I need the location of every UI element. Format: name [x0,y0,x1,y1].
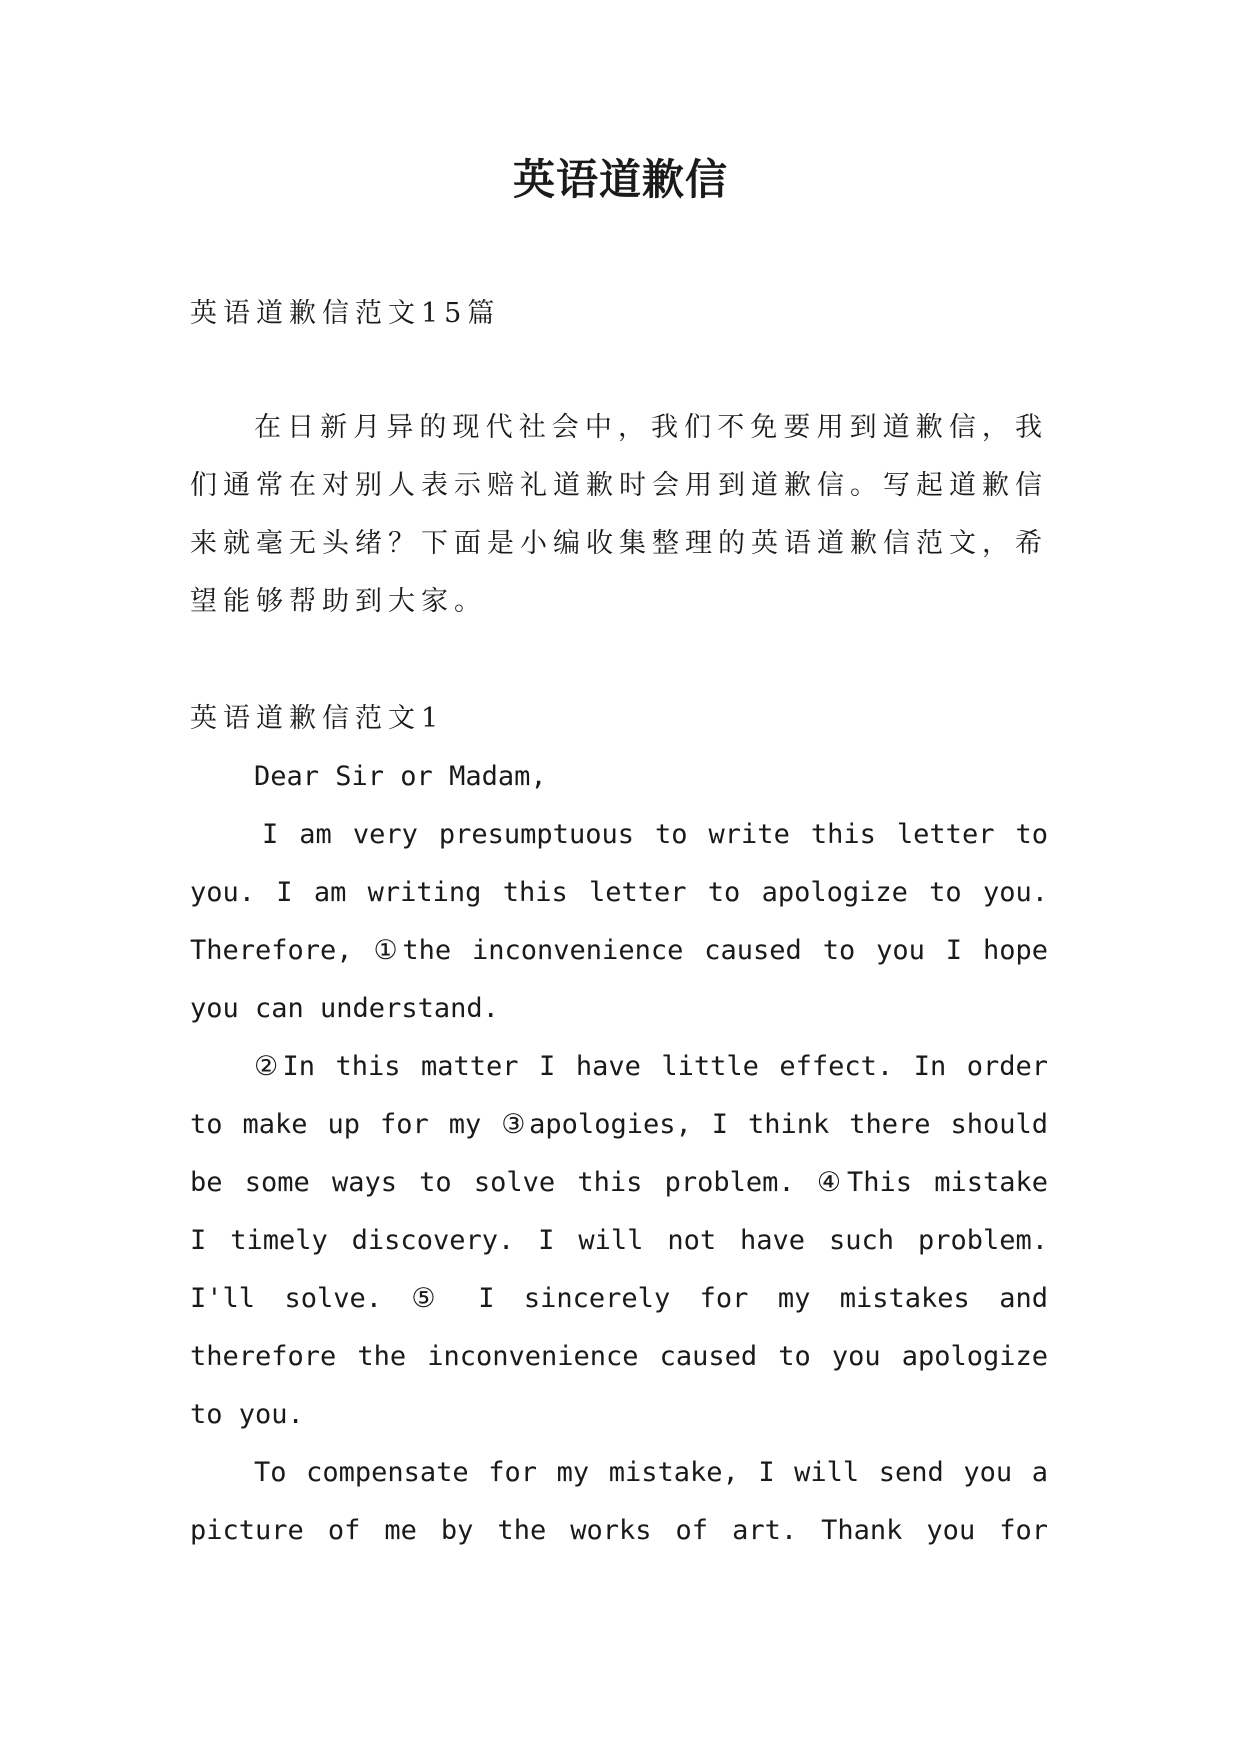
document-title: 英语道歉信 [512,155,728,204]
letter-line: ②In this matter I have little effect. In order [254,1051,1048,1082]
section-heading: 英语道歉信范文1 [190,703,445,734]
intro-line: 们通常在对别人表示赔礼道歉时会用到道歉信。写起道歉信 [190,470,1048,501]
letter-line: you can understand. [190,993,499,1024]
intro-line: 来就毫无头绪？下面是小编收集整理的英语道歉信范文，希 [190,528,1048,559]
letter-line: you. I am writing this letter to apologize to you. [190,877,1048,908]
letter-line: to make up for my ③apologies, I think there should [190,1109,1048,1140]
letter-salutation: Dear Sir or Madam, [254,761,547,792]
document-subtitle: 英语道歉信范文15篇 [190,298,501,329]
letter-line: To compensate for my mistake, I will send you a [254,1457,1048,1488]
letter-line: I am very presumptuous to write this letter to [262,819,1048,850]
letter-line: be some ways to solve this problem. ④This mistake [190,1167,1048,1198]
letter-line: to you. [190,1399,304,1430]
intro-line: 在日新月异的现代社会中，我们不免要用到道歉信，我 [254,412,1048,443]
letter-line: therefore the inconvenience caused to you apologize [190,1341,1048,1372]
intro-line: 望能够帮助到大家。 [190,586,487,617]
letter-line: Therefore, ①the inconvenience caused to you I hope [190,935,1048,966]
letter-line: I timely discovery. I will not have such problem. [190,1225,1048,1256]
letter-line: I'll solve. ⑤ I sincerely for my mistakes and [190,1283,1048,1314]
letter-line: picture of me by the works of art. Thank you for [190,1515,1048,1546]
